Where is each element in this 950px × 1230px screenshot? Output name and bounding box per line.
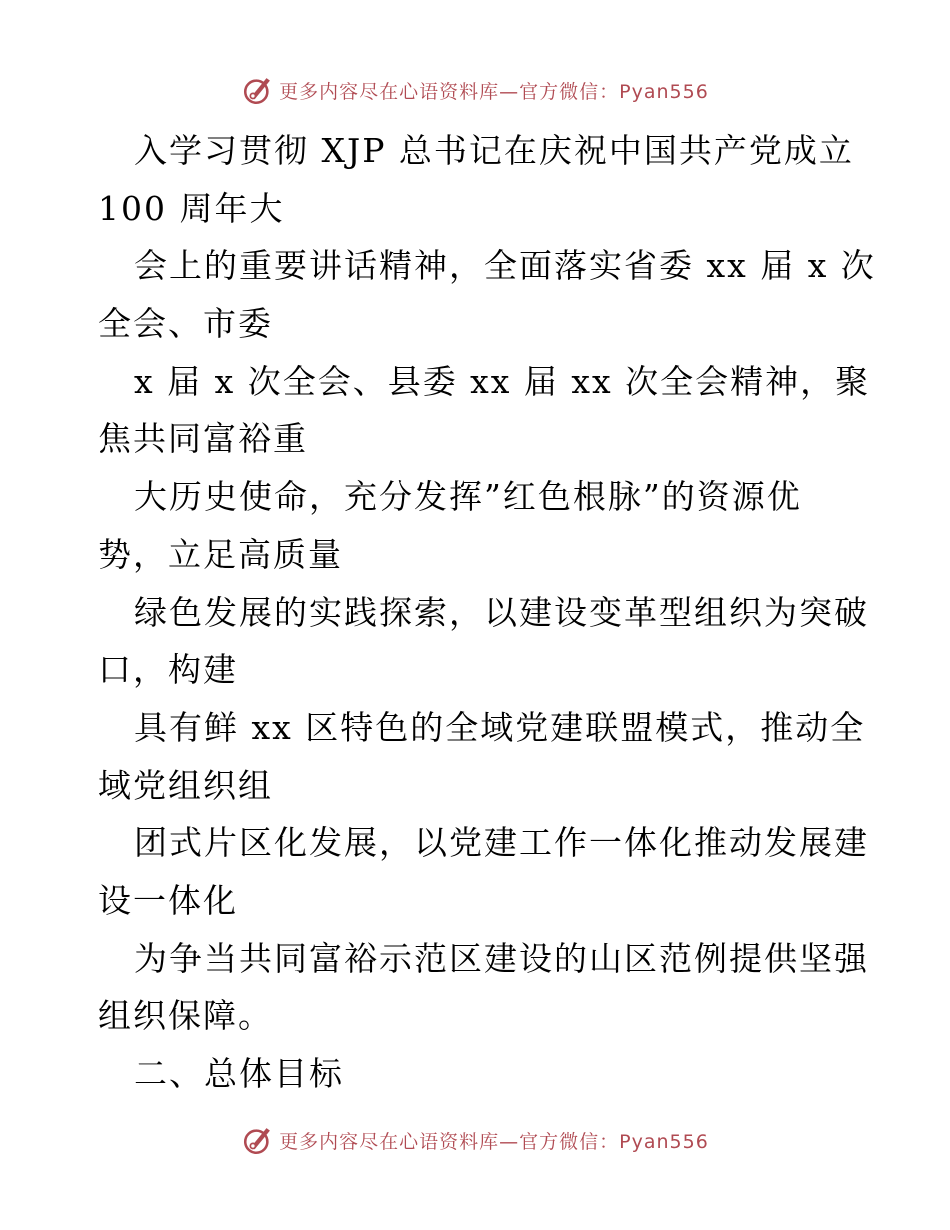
body-line: 绿色发展的实践探索，以建设变革型组织为突破 bbox=[134, 592, 869, 632]
body-line: x 届 x 次全会、县委 xx 届 xx 次全会精神，聚 bbox=[134, 361, 871, 401]
quill-pen-logo-icon bbox=[241, 1123, 275, 1157]
body-line: 为争当共同富裕示范区建设的山区范例提供坚强 bbox=[134, 938, 869, 978]
quill-pen-logo-icon bbox=[241, 73, 275, 107]
header-banner-text: 更多内容尽在心语资料库—官方微信：Pyan556 bbox=[279, 80, 709, 103]
body-line: 全会、市委 bbox=[98, 304, 273, 344]
section-heading: 二、总体目标 bbox=[134, 1054, 344, 1093]
body-line: 大历史使命，充分发挥”红色根脉”的资源优 bbox=[134, 477, 802, 517]
body-line: 设一体化 bbox=[98, 880, 238, 920]
document-body bbox=[98, 122, 876, 1103]
body-line: 组织保障。 bbox=[98, 996, 273, 1036]
body-line: 势，立足高质量 bbox=[98, 534, 343, 574]
footer-watermark bbox=[0, 1120, 950, 1160]
header-watermark bbox=[0, 70, 950, 110]
body-line: 团式片区化发展，以党建工作一体化推动发展建 bbox=[134, 823, 869, 863]
body-line: 焦共同富裕重 bbox=[98, 419, 308, 459]
footer-banner-text: 更多内容尽在心语资料库—官方微信：Pyan556 bbox=[279, 1130, 709, 1153]
body-line: 口，构建 bbox=[98, 650, 238, 690]
body-line: 具有鲜 xx 区特色的全域党建联盟模式，推动全 bbox=[134, 707, 866, 747]
body-line: 会上的重要讲话精神，全面落实省委 xx 届 x 次 bbox=[134, 246, 876, 286]
body-line: 域党组织组 bbox=[98, 765, 273, 805]
body-line: 入学习贯彻 XJP 总书记在庆祝中国共产党成立 bbox=[134, 131, 854, 170]
body-line: 100 周年大 bbox=[98, 188, 285, 228]
